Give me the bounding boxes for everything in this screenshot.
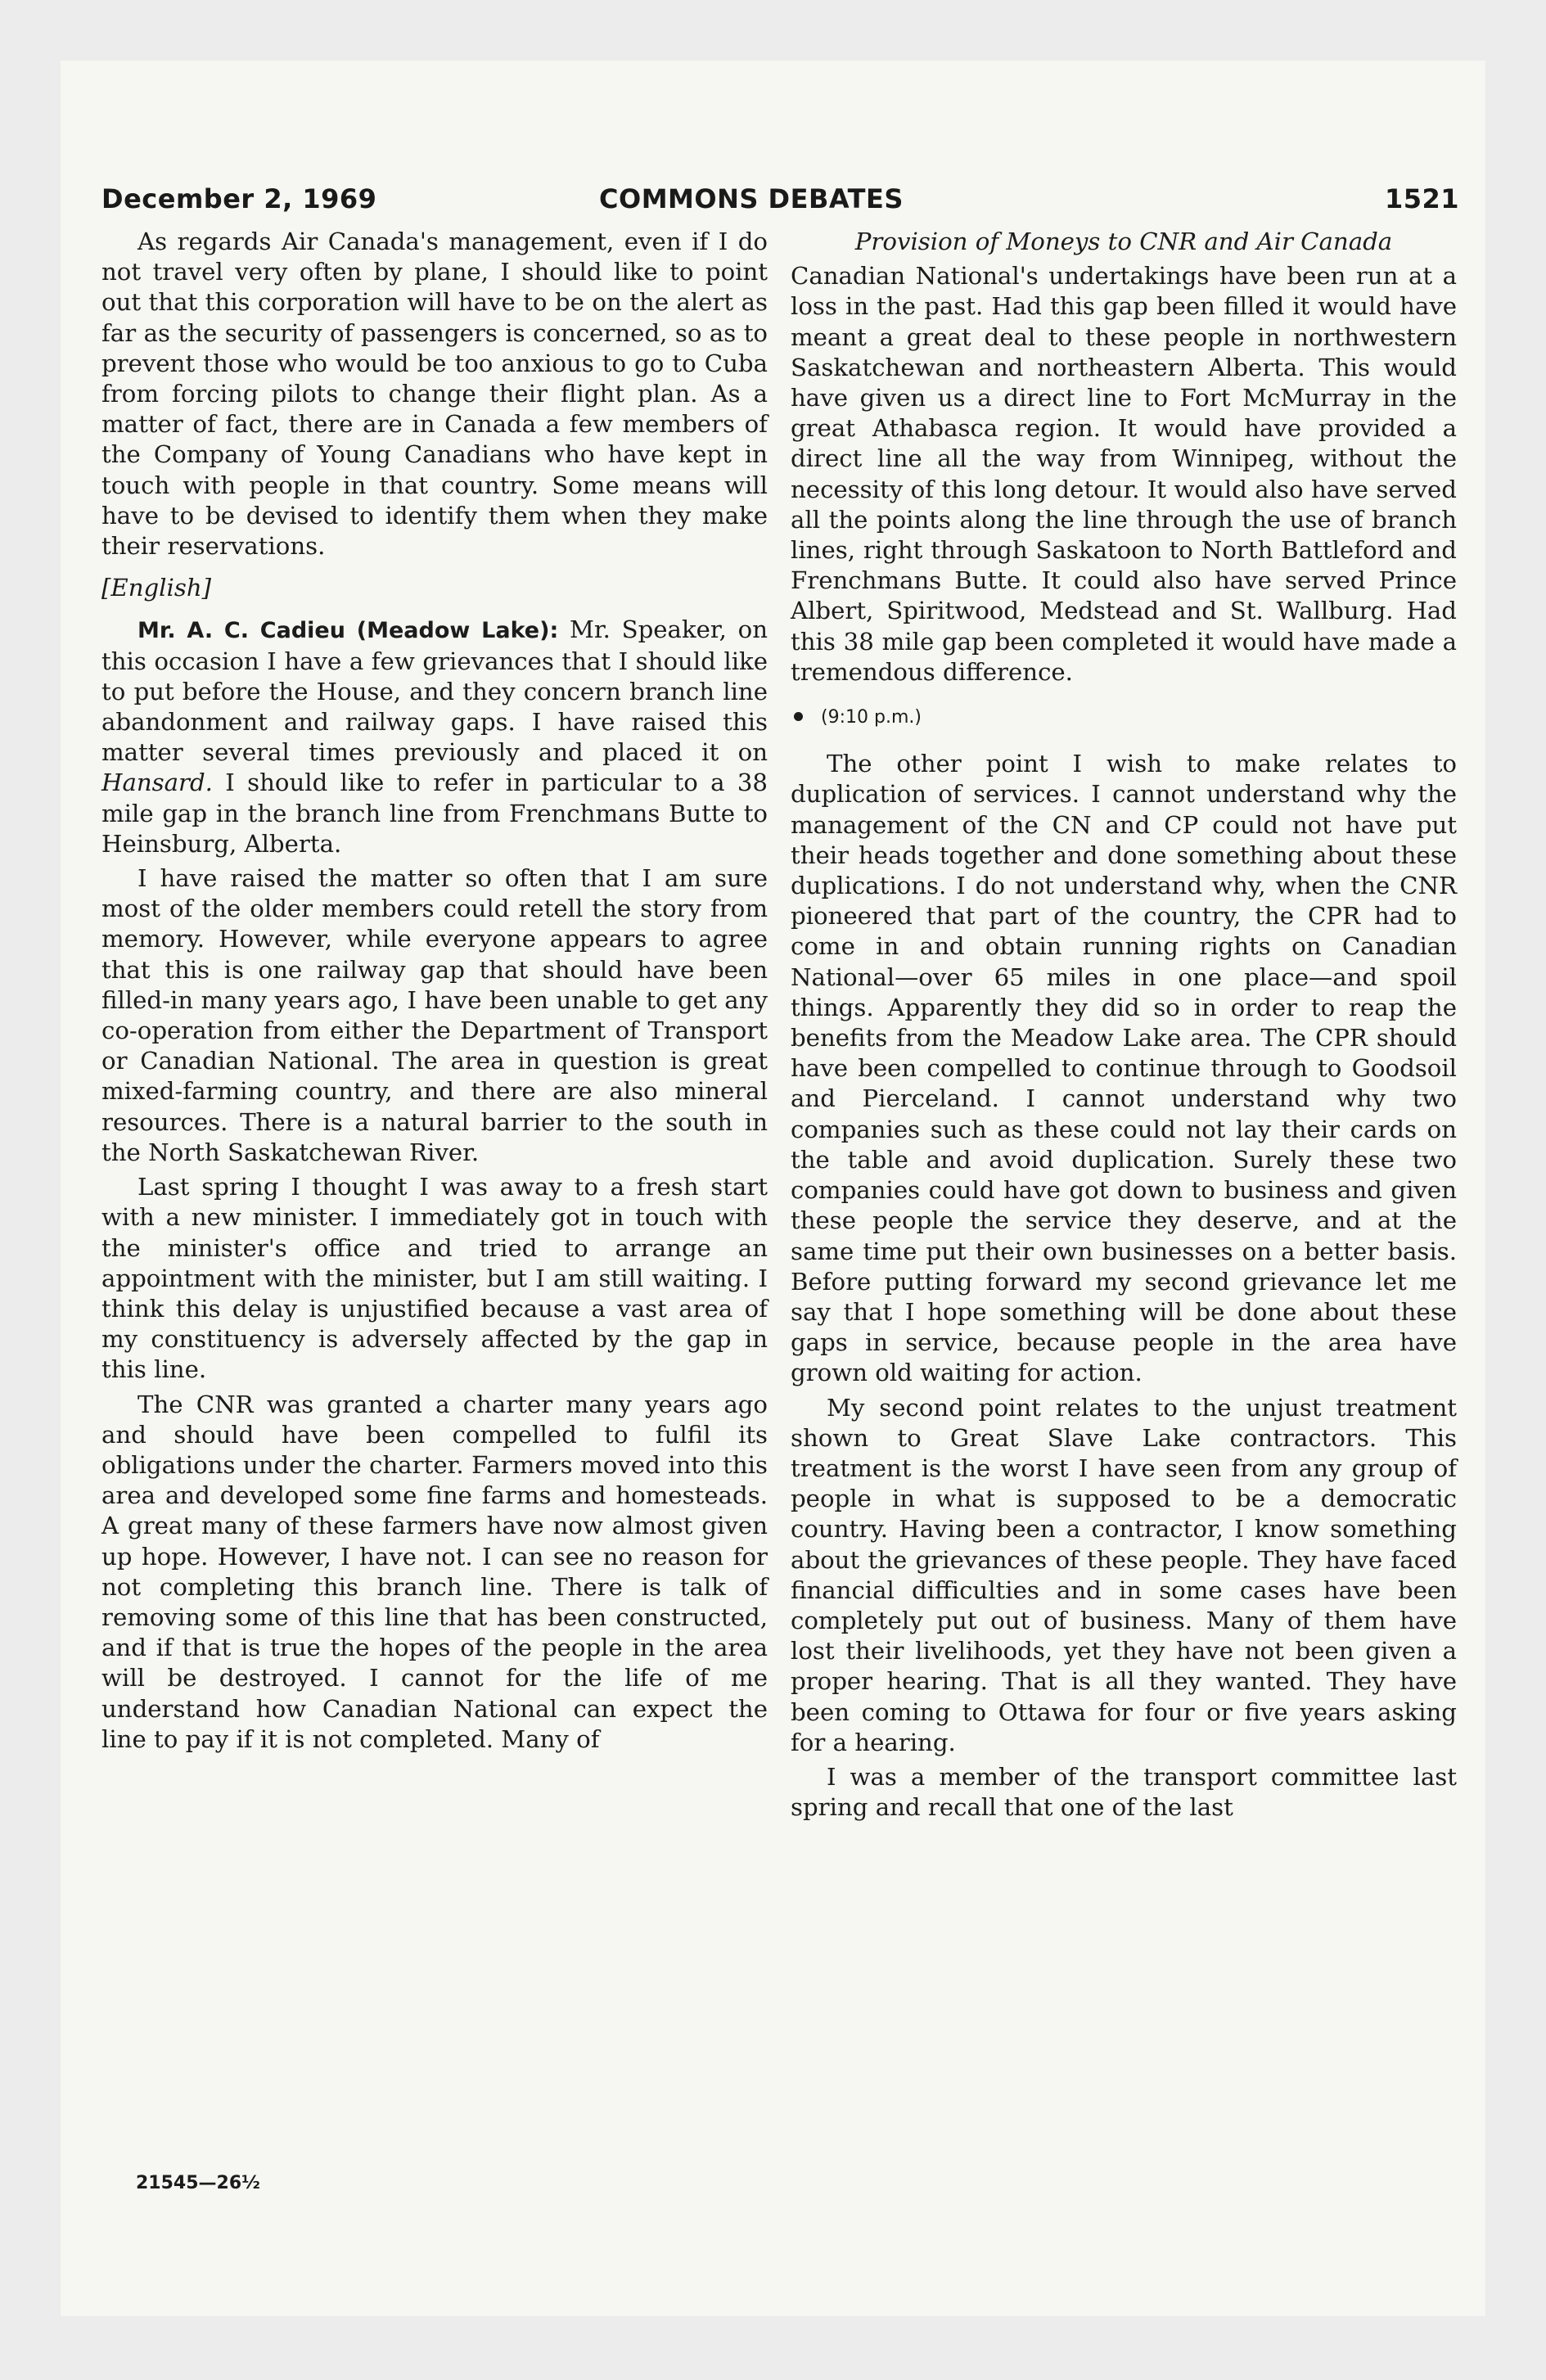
left-paragraph-2-text-a: Mr. Speaker, on this occasion I have a few grievances that I should like to put before the House, and they concern branch line abandonment and railway gaps. I have raised this matter several times previously and placed it on	[101, 615, 768, 767]
left-column	[101, 227, 768, 1755]
bullet-icon	[794, 712, 803, 721]
left-paragraph-2	[101, 615, 768, 859]
page	[61, 61, 1485, 2316]
page-number: 1521	[1384, 183, 1459, 214]
running-head: Provision of Moneys to CNR and Air Canada	[854, 228, 1393, 255]
right-paragraph-1: Canadian National's undertakings have been run at a loss in the past. Had this gap been filled it would have meant a great deal to these people in northwestern Saskatchewan and northeastern Alberta. This would have given us a direct line to Fort McMurray in the great Athabasca region. It would have provided a direct line all the way from Winnipeg, without the necessity of this long detour. It would also have served all the points along the line through the use of branch lines, right through Saskatoon to North Battleford and Frenchmans Butte. It could also have served Prince Albert, Spiritwood, Medstead and St. Wallburg. Had this 38 mile gap been completed it would have made a tremendous difference.	[791, 262, 1457, 686]
speaker-name: Mr. A. C. Cadieu (Meadow Lake):	[137, 618, 559, 644]
header-date: December 2, 1969	[101, 183, 377, 214]
left-paragraph-2-hansard: Hansard.	[101, 769, 213, 797]
right-paragraph-4: I was a member of the transport committee last spring and recall that one of the last	[791, 1762, 1457, 1822]
left-paragraph-1: As regards Air Canada's management, even if I do not travel very often by plane, I should like to point out that this corporation will have to be on the alert as far as the security of passengers is concerned, so as to prevent those who would be too anxious to go to Cuba from forcing pilots to change their flight plan. As a matter of fact, there are in Canada a few members of the Company of Young Canadians who have kept in touch with people in that country. Some means will have to be devised to identify them when they make their reservations.	[101, 228, 768, 561]
language-tag: [English]	[101, 574, 212, 602]
time-text: (9:10 p.m.)	[821, 707, 922, 728]
header-title: COMMONS DEBATES	[599, 183, 904, 214]
footer-reference: 21545—26½	[136, 2173, 260, 2193]
left-paragraph-2-text-b: I should like to refer in particular to a 38 mile gap in the branch line from Frenchmans Butte to Heinsburg, Alberta.	[101, 769, 768, 858]
right-paragraph-3: My second point relates to the unjust treatment shown to Great Slave Lake contractors. This treatment is the worst I have seen from any group of people in what is supposed to be a democratic country. Having been a contractor, I know something about the grievances of these people. They have faced financial difficulties and in some cases have been completely put out of business. Many of them have lost their livelihoods, yet they have not been given a proper hearing. That is all they wanted. They have been coming to Ottawa for four or five years asking for a hearing.	[791, 1393, 1457, 1756]
left-paragraph-4: Last spring I thought I was away to a fresh start with a new minister. I immediately got in touch with the minister's office and tried to arrange an appointment with the minister, but I am still waiting. I think this delay is unjustified because a vast area of my constituency is adversely affected by the gap in this line.	[101, 1173, 768, 1384]
right-column	[791, 227, 1457, 1823]
right-paragraph-2: The other point I wish to make relates to duplication of services. I cannot understand why the management of the CN and CP could not have put their heads together and done something about these duplications. I do not understand why, when the CNR pioneered that part of the country, the CPR had to come in and obtain running rights on Canadian National—over 65 miles in one place—and spoil things. Apparently they did so in order to reap the benefits from the Meadow Lake area. The CPR should have been compelled to continue through to Goodsoil and Pierceland. I cannot understand why two companies such as these could not lay their cards on the table and avoid duplication. Surely these two companies could have got down to business and given these people the service they deserve, and at the same time put their own businesses on a better basis. Before putting forward my second grievance let me say that I hope something will be done about these gaps in service, because people in the area have grown old waiting for action.	[791, 750, 1457, 1387]
time-marker	[791, 702, 1457, 732]
left-paragraph-5: The CNR was granted a charter many years ago and should have been compelled to fulfil its obligations under the charter. Farmers moved into this area and developed some fine farms and homesteads. A great many of these farmers have now almost given up hope. However, I have not. I can see no reason for not completing this branch line. There is talk of removing some of this line that has been constructed, and if that is true the hopes of the people in the area will be destroyed. I cannot for the life of me understand how Canadian National can expect the line to pay if it is not completed. Many of	[101, 1390, 768, 1753]
left-paragraph-3: I have raised the matter so often that I am sure most of the older members could retell the story from memory. However, while everyone appears to agree that this is one railway gap that should have been filled-in many years ago, I have been unable to get any co-operation from either the Department of Transport or Canadian National. The area in question is great mixed-farming country, and there are also mineral resources. There is a natural barrier to the south in the North Saskatchewan River.	[101, 864, 768, 1166]
